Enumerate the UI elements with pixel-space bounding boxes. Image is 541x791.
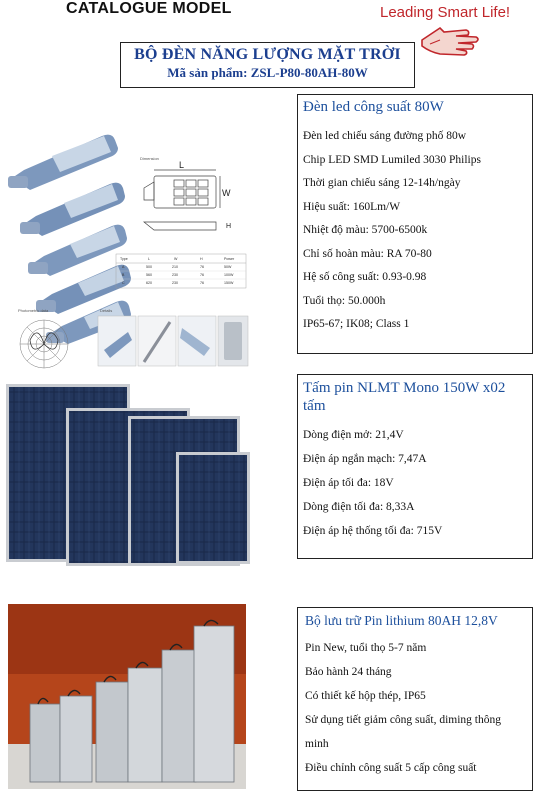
list-item: Thời gian chiếu sáng 12-14h/ngày xyxy=(303,177,461,189)
svg-text:Power: Power xyxy=(224,257,235,261)
led-spec-list xyxy=(303,125,529,337)
catalogue-heading: CATALOGUE MODEL xyxy=(66,0,232,17)
product-title-box xyxy=(120,42,415,88)
spec-table xyxy=(116,254,246,288)
detail-photos xyxy=(98,316,248,366)
led-spec-box xyxy=(297,94,533,354)
list-item: Chip LED SMD Lumiled 3030 Philips xyxy=(303,153,481,166)
list-item: Nhiệt độ màu: 5700-6500k xyxy=(303,224,428,236)
battery-spec-list xyxy=(305,636,527,780)
svg-text:C: C xyxy=(122,281,125,285)
dimension-label: Dimension xyxy=(140,156,159,161)
solar-panel-image xyxy=(4,382,294,572)
street-light-image xyxy=(4,118,294,378)
list-item: Dòng điện tối đa: 8,33A xyxy=(303,501,415,513)
list-item: Điện áp ngắn mạch: 7,47A xyxy=(303,453,427,465)
svg-text:76: 76 xyxy=(200,265,204,269)
list-item: Bảo hành 24 tháng xyxy=(305,666,392,678)
svg-text:Type: Type xyxy=(120,257,128,261)
svg-text:230: 230 xyxy=(172,281,178,285)
svg-text:76: 76 xyxy=(200,273,204,277)
svg-text:H: H xyxy=(200,257,203,261)
list-item: Dòng điện mở: 21,4V xyxy=(303,429,404,441)
list-item: Tuổi thọ: 50.000h xyxy=(303,294,386,307)
led-spec-title: Đèn led công suất 80W xyxy=(303,99,444,115)
list-item: Hệ số công suất: 0.93-0.98 xyxy=(303,271,427,283)
dim-h-label: H xyxy=(226,223,232,230)
list-item: Chỉ số hoàn màu: RA 70-80 xyxy=(303,247,432,260)
photometric-diagram xyxy=(20,320,68,368)
svg-text:B: B xyxy=(122,273,125,277)
list-item: IP65-67; IK08; Class 1 xyxy=(303,318,410,330)
brand-slogan: Leading Smart Life! xyxy=(380,4,511,21)
list-item: Điện áp tối đa: 18V xyxy=(303,477,394,489)
dim-l-label: L xyxy=(179,160,185,170)
solar-spec-list xyxy=(303,423,529,543)
dimension-drawing xyxy=(144,170,220,230)
list-item: Điện áp hệ thống tối đa: 715V xyxy=(303,525,443,537)
solar-spec-title: Tấm pin NLMT Mono 150W x02 tấm xyxy=(303,380,506,414)
svg-text:100W: 100W xyxy=(224,273,234,277)
details-label: Details xyxy=(100,308,113,313)
svg-text:210: 210 xyxy=(172,265,178,269)
list-item: Sử dụng tiết giảm công suất, diming thông minh xyxy=(305,714,501,750)
svg-text:560: 560 xyxy=(146,273,152,277)
svg-text:76: 76 xyxy=(200,281,204,285)
photometric-label: Photometric data xyxy=(18,308,49,313)
solar-spec-box xyxy=(297,374,533,559)
svg-text:500: 500 xyxy=(146,265,152,269)
svg-text:230: 230 xyxy=(172,273,178,277)
svg-text:620: 620 xyxy=(146,281,152,285)
svg-text:A: A xyxy=(122,265,125,269)
list-item: Hiệu suất: 160Lm/W xyxy=(303,200,401,213)
svg-text:W: W xyxy=(174,257,178,261)
product-title: BỘ ĐÈN NĂNG LƯỢNG MẶT TRỜI xyxy=(134,46,401,63)
list-item: Đèn led chiếu sáng đường phố 80w xyxy=(303,130,467,142)
list-item: Điều chỉnh công suất 5 cấp công suất xyxy=(305,762,477,774)
svg-text:150W: 150W xyxy=(224,281,234,285)
product-code: Mã sản phẩm: ZSL-P80-80AH-80W xyxy=(167,65,368,80)
pointing-hand-icon xyxy=(418,18,488,58)
list-item: Pin New, tuổi thọ 5-7 năm xyxy=(305,642,427,654)
battery-spec-box xyxy=(297,607,533,791)
list-item: Có thiết kế hộp thép, IP65 xyxy=(305,690,426,702)
solar-panel-4 xyxy=(176,452,250,564)
svg-text:L: L xyxy=(148,257,150,261)
battery-image xyxy=(8,604,246,789)
dim-w-label: W xyxy=(222,188,231,198)
svg-text:50W: 50W xyxy=(224,265,232,269)
battery-spec-title: Bộ lưu trữ Pin lithium 80AH 12,8V xyxy=(305,613,498,628)
